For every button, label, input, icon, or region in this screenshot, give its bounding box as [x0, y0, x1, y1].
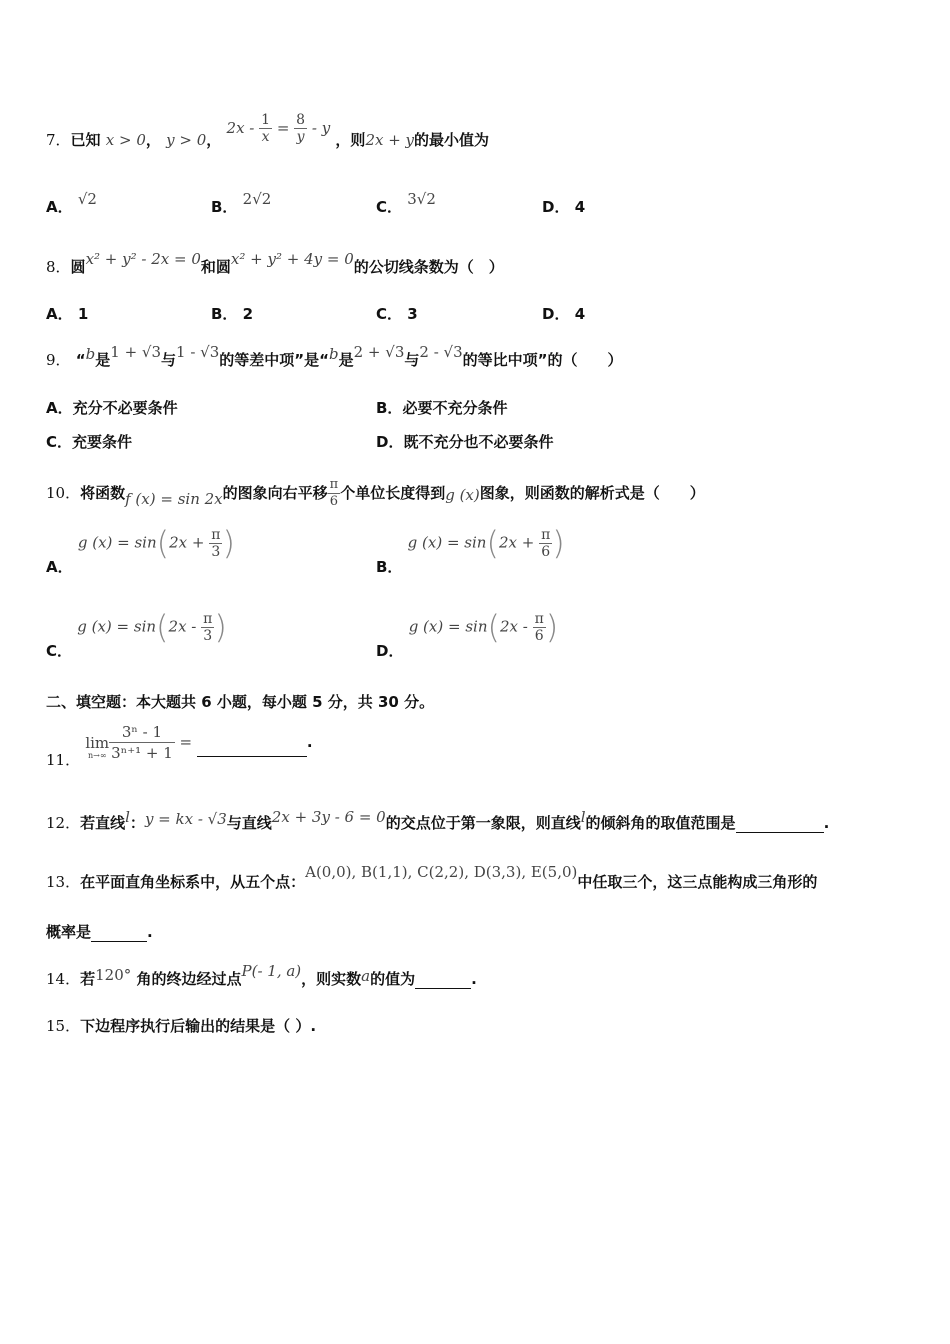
q10-option-d[interactable]: D． g (x) = sin(2x - $\frac{\pi}{6}$ )	[376, 608, 559, 660]
question-number: 7．	[46, 131, 71, 149]
q8-option-b[interactable]: B． 2	[211, 305, 254, 323]
question-15-stem: 15．下边程序执行后输出的结果是（ ）.	[46, 1017, 317, 1035]
q9-option-d[interactable]: D．既不充分也不必要条件	[376, 433, 554, 451]
limit-operator: lim n→∞	[85, 733, 110, 760]
q8-option-a[interactable]: A． 1	[46, 305, 89, 323]
q9-option-b[interactable]: B．必要不充分条件	[376, 399, 508, 417]
q9-option-c[interactable]: C．充要条件	[46, 433, 133, 451]
q7-option-c[interactable]: C． 3√2	[376, 190, 436, 216]
math-x-positive: x > 0	[105, 131, 146, 149]
answer-blank[interactable]	[197, 756, 307, 757]
q8-option-d[interactable]: D． 4	[542, 305, 586, 323]
q10-option-b[interactable]: B． g (x) = sin(2x + $\frac{\pi}{6}$ )	[376, 524, 565, 576]
math-equation: 2x - $\frac{1}{x}$ = $\frac{8}{y}$ - y	[226, 112, 331, 145]
question-10-stem: 10．将函数f (x) = sin 2x的图象向右平移 $\frac{\pi}{6}$ 个单位长度得到g (x)图象，则函数的解析式是（ ）	[46, 477, 705, 509]
question-12-stem: 12．若直线l：y = kx - √3与直线2x + 3y - 6 = 0的交点位于第一象限，则直线l的倾斜角的取值范围是 .	[46, 808, 830, 832]
answer-blank[interactable]	[415, 988, 471, 989]
answer-blank[interactable]	[91, 941, 147, 942]
math-2x-plus-y: 2x + y	[365, 131, 415, 149]
math-circle-1: x² + y² - 2x = 0	[85, 250, 201, 268]
question-9-stem: 9． “b是1 + √3与1 - √3的等差中项”是“b是2 + √3与2 - √3的等比中项”的（ ）	[46, 343, 623, 369]
q7-option-d[interactable]: D． 4	[542, 198, 586, 216]
fraction-pi-over-6: $\frac{\pi}{6}$	[329, 477, 339, 509]
section-heading-fill-in: 二、填空题：本大题共 6 小题，每小题 5 分，共 30 分。	[46, 693, 435, 711]
question-8-stem: 8．圆x² + y² - 2x = 0和圆x² + y² + 4y = 0的公切线条数为（ ）	[46, 250, 504, 276]
q7-option-a[interactable]: A． √2	[46, 190, 97, 216]
q7-option-b[interactable]: B． 2√2	[211, 190, 272, 216]
question-13-stem-cont: 概率是 .	[46, 923, 153, 941]
question-7-stem: 7．已知 x > 0， y > 0， 2x - $\frac{1}{x}$ = $\frac{8}{y}$ - y ，则2x + y的最小值为	[46, 112, 490, 149]
fraction-1-over-x: $\frac{1}{x}$	[261, 112, 271, 145]
math-circle-2: x² + y² + 4y = 0	[230, 250, 354, 268]
question-13-stem: 13．在平面直角坐标系中，从五个点：A(0,0), B(1,1), C(2,2), D(3,3), E(5,0)中任取三个，这三点能构成三角形的	[46, 863, 818, 891]
question-11-stem: 11． lim n→∞ $\frac{\text{3ⁿ - 1}}{\text{3ⁿ⁺¹ + 1}}$ = .	[46, 723, 313, 769]
answer-blank[interactable]	[736, 832, 824, 833]
question-14-stem: 14．若120° 角的终边经过点P(- 1, a)，则实数a的值为 .	[46, 962, 477, 988]
fraction-8-over-y: $\frac{8}{y}$	[296, 112, 306, 145]
fraction-limit: $\frac{\text{3ⁿ - 1}}{\text{3ⁿ⁺¹ + 1}}$	[111, 723, 173, 762]
q8-option-c[interactable]: C． 3	[376, 305, 418, 323]
math-five-points: A(0,0), B(1,1), C(2,2), D(3,3), E(5,0)	[305, 863, 578, 881]
math-y-positive: y > 0	[166, 131, 207, 149]
q10-option-c[interactable]: C． g (x) = sin(2x - $\frac{\pi}{3}$ )	[46, 608, 227, 660]
q9-option-a[interactable]: A．充分不必要条件	[46, 399, 178, 417]
q10-option-a[interactable]: A． g (x) = sin(2x + $\frac{\pi}{3}$ )	[46, 524, 235, 576]
